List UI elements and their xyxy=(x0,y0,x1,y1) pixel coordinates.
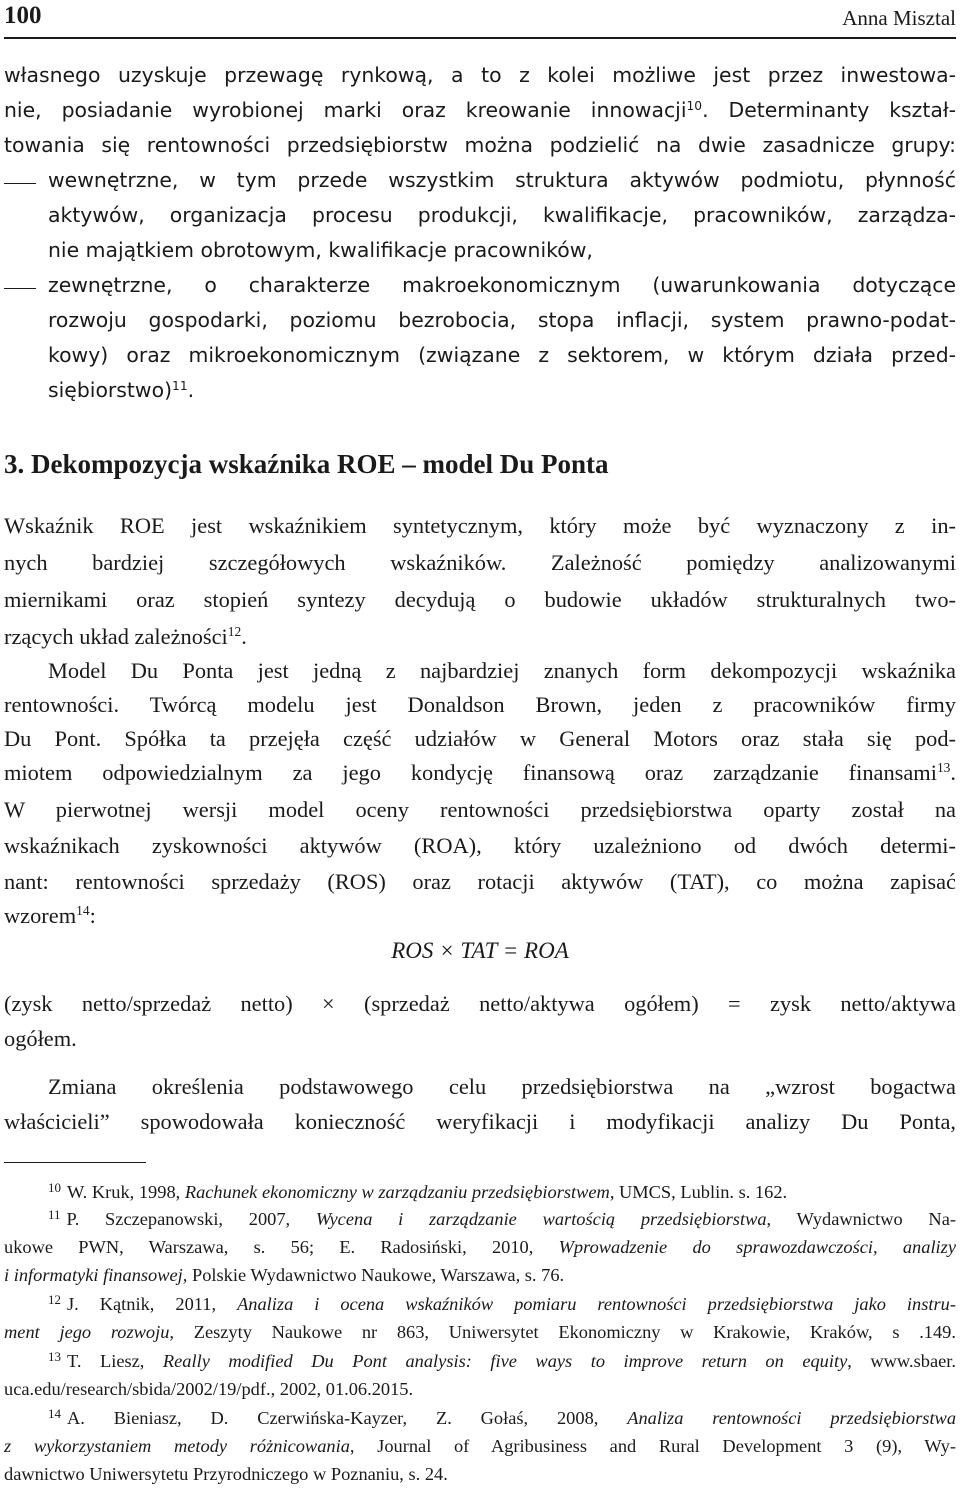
footnote-14-line: dawnictwo Uniwersytetu Przyrodniczego w Poznaniu, s. 24. xyxy=(4,1464,448,1484)
list-item-external: zewnętrzne, o charakterze makroekonomicznym (uwarunkowania dotyczące xyxy=(48,273,956,297)
page-number: 100 xyxy=(4,2,42,29)
footnote-rule xyxy=(4,1162,146,1163)
list-item-external: kowy) oraz mikroekonomicznym (związane z sektorem, w którym działa przed- xyxy=(48,343,956,367)
text-line: Zmiana określenia podstawowego celu przedsiębiorstwa na „wzrost bogactwa xyxy=(48,1074,956,1099)
text-line: nant: rentowności sprzedaży (ROS) oraz rotacji aktywów (TAT), co można zapisać xyxy=(4,869,956,894)
text-line: miotem odpowiedzialnym za jego kondycję finansową oraz zarządzanie finansami$^{13}$. xyxy=(4,759,956,785)
text-line: własnego uzyskuje przewagę rynkową, a to z kolei możliwe jest przez inwestowa- xyxy=(4,63,956,87)
footnote-ref[interactable]: 11 xyxy=(172,378,188,393)
footnote-11-line: ukowe PWN, Warszawa, s. 56; E. Radosiński, 2010, Wprowadzenie do sprawozdawczości, analizy xyxy=(4,1237,956,1257)
text-line: wzorem$^{14}$: xyxy=(4,902,96,928)
list-item-internal: aktywów, organizacja procesu produkcji, kwalifikacje, pracowników, zarządza- xyxy=(48,203,956,227)
formula: ROS × TAT = ROA xyxy=(391,938,569,963)
text-line: ogółem. xyxy=(4,1026,77,1051)
text-line: rzących układ zależności$^{12}$. xyxy=(4,623,247,649)
footnote-number: 12 xyxy=(48,1291,61,1307)
text-line: nych bardziej szczegółowych wskaźników. Zależność pomiędzy analizowanymi xyxy=(4,550,956,575)
footnote-11-line: i informatyki finansowej, Polskie Wydawnictwo Naukowe, Warszawa, s. 76. xyxy=(4,1265,565,1285)
text-line: wskaźnikach zyskowności aktywów (ROA), który uzależniono od dwóch determi- xyxy=(4,833,956,858)
text-line: (zysk netto/sprzedaż netto) × (sprzedaż netto/aktywa ogółem) = zysk netto/aktywa xyxy=(4,991,956,1016)
list-item-external: rozwoju gospodarki, poziomu bezrobocia, stopa inflacji, system prawno-podat- xyxy=(48,308,956,332)
section-heading: 3. Dekompozycja wskaźnika ROE – model Du Ponta xyxy=(4,449,609,479)
footnote-13: $^{13}$ T. Liesz, Really modified Du Pont analysis: five ways to improve return on equity, www.sbaer. xyxy=(48,1348,956,1371)
text-line: nie, posiadanie wyrobionej marki oraz kreowanie innowacji$^{10}$. Determinanty kształ- xyxy=(4,98,956,122)
running-author: Anna Misztal xyxy=(842,6,956,30)
footnote-number: 14 xyxy=(48,1405,61,1421)
list-item-external: siębiorstwo)$^{11}$. xyxy=(48,378,195,402)
text-line: towania się rentowności przedsiębiorstw można podzielić na dwie zasadnicze grupy: xyxy=(4,133,956,157)
text-line: Du Pont. Spółka ta przejęła część udziałów w General Motors oraz stała się pod- xyxy=(4,726,956,751)
text-line: W pierwotnej wersji model oceny rentowności przedsiębiorstwa oparty został na xyxy=(4,797,956,822)
footnote-12: $^{12}$ J. Kątnik, 2011, Analiza i ocena wskaźników pomiaru rentowności przedsiębiorstwa jako instru- xyxy=(48,1291,956,1314)
footnote-13-line[interactable]: uca.edu/research/sbida/2002/19/pdf., 2002, 01.06.2015. xyxy=(4,1379,414,1399)
text-line: miernikami oraz stopień syntezy decydują o budowie układów strukturalnych two- xyxy=(4,587,956,612)
footnote-14: $^{14}$ A. Bieniasz, D. Czerwińska-Kayzer, Z. Gołaś, 2008, Analiza rentowności przedsiębiorstwa xyxy=(48,1405,957,1428)
footnote-number: 11 xyxy=(48,1206,61,1222)
footnote-number: 10 xyxy=(48,1179,61,1195)
text-line: właścicieli” spowodowała konieczność weryfikacji i modyfikacji analizy Du Ponta, xyxy=(4,1109,956,1134)
footnote-ref[interactable]: 14 xyxy=(76,902,90,918)
footnote-ref[interactable]: 10 xyxy=(686,98,703,113)
footnote-number: 13 xyxy=(48,1348,61,1364)
text-line: Wskaźnik ROE jest wskaźnikiem syntetycznym, który może być wyznaczony z in- xyxy=(4,513,956,538)
list-item-internal: nie majątkiem obrotowym, kwalifikacje pracowników, xyxy=(48,238,593,262)
list-item-internal: wewnętrzne, w tym przede wszystkim struktura aktywów podmiotu, płynność xyxy=(48,168,956,192)
footnote-12-line: ment jego rozwoju, Zeszyty Naukowe nr 863, Uniwersytet Ekonomiczny w Krakowie, Kraków, s .149. xyxy=(4,1322,956,1342)
text-line: Model Du Ponta jest jedną z najbardziej znanych form dekompozycji wskaźnika xyxy=(48,658,956,683)
footnote-ref[interactable]: 13 xyxy=(936,759,951,775)
footnote-11: $^{11}$ P. Szczepanowski, 2007, Wycena i zarządzanie wartością przedsiębiorstwa, Wydawnictwo Na- xyxy=(48,1206,956,1229)
footnote-10: $^{10}$ W. Kruk, 1998, Rachunek ekonomiczny w zarządzaniu przedsiębiorstwem, UMCS, Lublin. s. 162. xyxy=(48,1179,788,1202)
footnote-14-line: z wykorzystaniem metody różnicowania, Journal of Agribusiness and Rural Development 3 (9), Wy- xyxy=(4,1436,956,1456)
text-line: rentowności. Twórcą modelu jest Donaldson Brown, jeden z pracowników firmy xyxy=(4,692,956,717)
footnote-ref[interactable]: 12 xyxy=(227,623,242,639)
running-header xyxy=(4,0,956,39)
